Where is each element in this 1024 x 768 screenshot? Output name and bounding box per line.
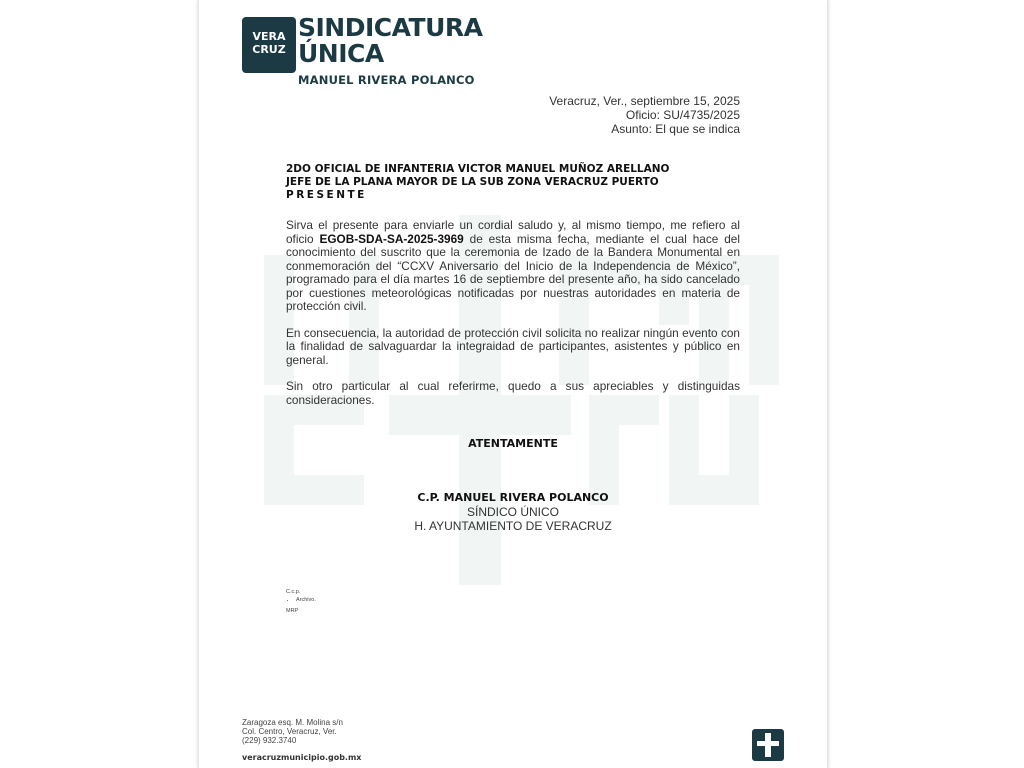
- oficio-reference: EGOB-SDA-SA-2025-3969: [319, 231, 464, 246]
- body-paragraph-2: En consecuencia, la autoridad de protección civil solicita no realizar ningún evento con la finalidad de salvaguardar la integraidad de participantes, asistentes y público en general.: [286, 325, 740, 367]
- ccp-label: C.c.p.: [286, 589, 301, 595]
- address-line-2: Col. Centro, Veracruz, Ver.: [242, 727, 337, 736]
- ccp-item: • Archivo.: [296, 596, 316, 604]
- recipient-block: [286, 163, 746, 202]
- signature-block: [286, 491, 740, 533]
- logo-mark-line2: CRUZ: [252, 43, 286, 56]
- body-paragraph-1: [286, 219, 740, 314]
- office-title-line1: SINDICATURA: [298, 13, 483, 42]
- recipient-position: JEFE DE LA PLANA MAYOR DE LA SUB ZONA VERACRUZ PUERTO: [286, 176, 659, 188]
- ccp-list: [286, 596, 316, 604]
- letter-page: [198, 0, 828, 768]
- oficio-number: Oficio: SU/4735/2025: [625, 108, 740, 122]
- place-date: Veracruz, Ver., septiembre 15, 2025: [549, 94, 740, 108]
- asunto: Asunto: El que se indica: [611, 122, 740, 136]
- office-title: [298, 15, 483, 67]
- closing-atentamente: ATENTAMENTE: [468, 437, 558, 450]
- body-p1-intro: Sirva el presente para enviarle un cordial saludo y, al mismo tiempo, me refiero al oficio: [286, 218, 740, 246]
- presente-label: PRESENTE: [286, 189, 367, 201]
- veracruz-logo-mark: [242, 17, 296, 73]
- footer-address: [242, 718, 343, 745]
- letter-body: [286, 219, 740, 420]
- body-p1-rest: de esta misma fecha, mediante el cual hace del conocimiento del suscrito que la ceremonia de Izado de la Bandera Monumental en conmemoración del “CCXV Aniversario del Inicio de la Independencia de México”, programado para el día martes 16 de septiembre del presente año, ha sido cancelado por cuestiones meteorológicas notificadas por nuestras autoridades en materia de protección civil.: [286, 231, 740, 313]
- veracruz-cross-icon: [752, 729, 784, 761]
- office-title-line2: ÚNICA: [298, 39, 384, 68]
- signer-organization: H. AYUNTAMIENTO DE VERACRUZ: [414, 519, 612, 533]
- copy-to-block: [286, 588, 316, 615]
- signer-name: C.P. MANUEL RIVERA POLANCO: [417, 491, 609, 504]
- office-holder-name: MANUEL RIVERA POLANCO: [298, 73, 475, 87]
- body-paragraph-3: Sin otro particular al cual referirme, quedo a sus apreciables y distinguidas consideraciones.: [286, 379, 740, 407]
- address-line-1: Zaragoza esq. M. Molina s/n: [242, 718, 343, 727]
- signer-title: SÍNDICO ÚNICO: [466, 505, 559, 519]
- recipient-name: 2DO OFICIAL DE INFANTERIA VICTOR MANUEL MUÑOZ ARELLANO: [286, 163, 670, 175]
- logo-mark-line1: VERA: [252, 30, 286, 43]
- author-initials: MRP: [286, 608, 299, 614]
- letter-meta: [549, 94, 740, 136]
- phone-number: (229) 932.3740: [242, 736, 297, 745]
- website-url: veracruzmunicipio.gob.mx: [242, 753, 362, 762]
